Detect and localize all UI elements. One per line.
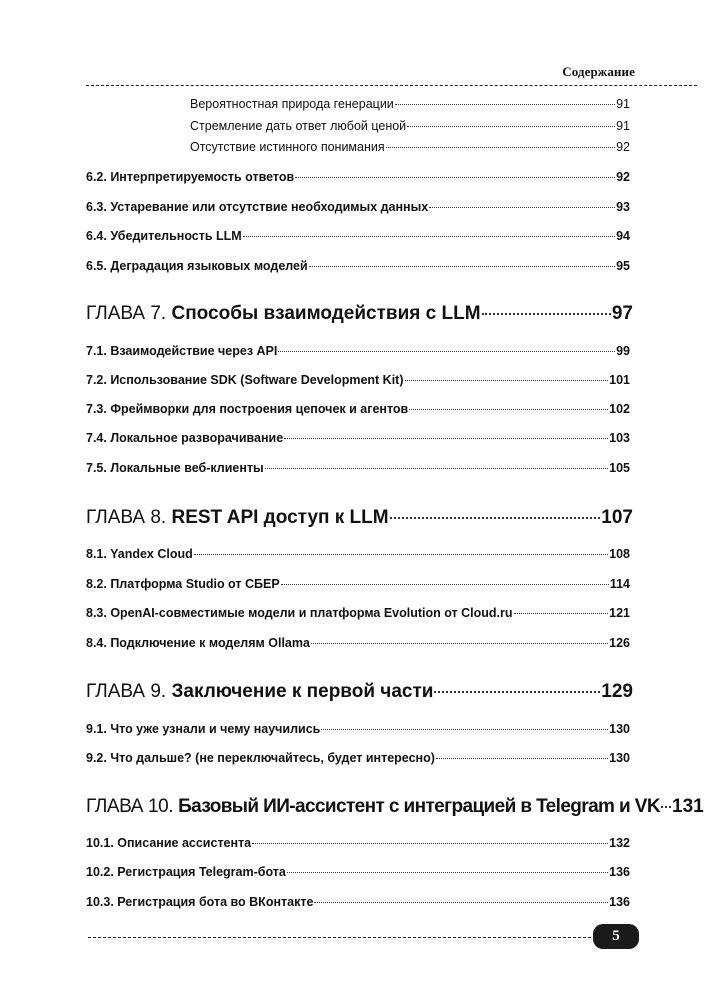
toc-subsection-entry xyxy=(190,140,630,154)
dot-leader xyxy=(436,758,608,759)
toc-page-number: 130 xyxy=(609,751,630,765)
toc-page-number: 121 xyxy=(609,606,630,620)
dot-leader xyxy=(661,806,671,808)
toc-page-number: 132 xyxy=(609,836,630,850)
toc-page-number: 136 xyxy=(609,865,630,879)
dot-leader xyxy=(405,380,609,381)
toc-section-entry xyxy=(86,865,630,879)
dot-leader xyxy=(314,902,608,903)
toc-entry-title: 6.3. Устаревание или отсутствие необходимых данных xyxy=(86,200,429,214)
dot-leader xyxy=(243,236,615,237)
toc-page-number: 131 xyxy=(672,796,704,817)
toc-entry-title: 6.5. Деградация языковых моделей xyxy=(86,259,308,273)
toc-entry-title: Стремление дать ответ любой ценой xyxy=(190,119,407,133)
toc-entry-title: 9.1. Что уже узнали и чему научились xyxy=(86,722,321,736)
toc-section-entry xyxy=(86,547,630,561)
dot-leader xyxy=(281,584,609,585)
toc-section-entry xyxy=(86,402,630,416)
toc-page-number: 103 xyxy=(609,431,630,445)
dot-leader xyxy=(284,438,608,439)
toc-page-number: 136 xyxy=(609,895,630,909)
dot-leader xyxy=(309,266,615,267)
toc-section-entry xyxy=(86,373,630,387)
toc-page-number: 95 xyxy=(616,259,630,273)
toc-page-number: 97 xyxy=(611,303,633,324)
chapter-prefix: ГЛАВА 9. xyxy=(86,681,172,702)
toc-entry-title: 6.4. Убедительность LLM xyxy=(86,229,242,243)
dot-leader xyxy=(482,313,611,315)
toc-subsection-entry xyxy=(190,97,630,111)
toc-section-entry xyxy=(86,722,630,736)
toc-page-number: 91 xyxy=(616,119,630,133)
toc-entry-title: 7.4. Локальное разворачивание xyxy=(86,431,284,445)
toc-page-number: 114 xyxy=(609,577,630,591)
toc-entry-title: 10.1. Описание ассистента xyxy=(86,836,252,850)
toc-entry-title xyxy=(86,303,481,325)
toc-page-number: 129 xyxy=(601,681,633,702)
toc-page-number: 92 xyxy=(616,170,630,184)
toc-entry-title: 8.2. Платформа Studio от СБЕР xyxy=(86,577,280,591)
toc-entry-title xyxy=(86,507,389,529)
toc-page-number: 92 xyxy=(616,140,630,154)
toc-page-number: 94 xyxy=(616,229,630,243)
toc-page-number: 126 xyxy=(609,636,630,650)
toc-section-entry xyxy=(86,344,630,358)
toc-section-entry xyxy=(86,170,630,184)
toc-chapter-entry xyxy=(86,303,633,325)
toc-section-entry xyxy=(86,229,630,243)
dot-leader xyxy=(390,517,601,519)
toc-entry-title: 7.3. Фреймворки для построения цепочек и агентов xyxy=(86,402,409,416)
toc-page-number: 101 xyxy=(609,373,630,387)
toc-section-entry xyxy=(86,461,630,475)
toc-page-number: 91 xyxy=(616,97,630,111)
toc-section-entry xyxy=(86,636,630,650)
toc-entry-title xyxy=(86,681,433,703)
toc-page-number: 108 xyxy=(609,547,630,561)
dot-leader xyxy=(295,177,615,178)
bottom-dashed-rule xyxy=(88,937,596,938)
dot-leader xyxy=(311,643,608,644)
toc-chapter-entry xyxy=(86,796,704,818)
dot-leader xyxy=(409,409,608,410)
toc-entry-title: 10.2. Регистрация Telegram-бота xyxy=(86,865,286,879)
dot-leader xyxy=(429,207,615,208)
dot-leader xyxy=(194,554,608,555)
dot-leader xyxy=(407,126,615,127)
chapter-prefix: ГЛАВА 10. xyxy=(86,796,179,817)
chapter-title: Заключение к первой части xyxy=(171,681,434,702)
toc-page-number: 99 xyxy=(616,344,630,358)
dot-leader xyxy=(514,613,609,614)
toc-subsection-entry xyxy=(190,119,630,133)
toc-entry-title: Отсутствие истинного понимания xyxy=(190,140,385,154)
toc-page-number: 105 xyxy=(609,461,630,475)
toc-chapter-entry xyxy=(86,507,633,529)
dot-leader xyxy=(395,104,615,105)
page-number-badge: 5 xyxy=(593,924,639,949)
toc-section-entry xyxy=(86,259,630,273)
chapter-title: Способы взаимодействия с LLM xyxy=(171,303,481,324)
toc-page-number: 93 xyxy=(616,200,630,214)
toc-entry-title: 8.4. Подключение к моделям Ollama xyxy=(86,636,310,650)
toc-entry-title: 8.3. OpenAI-совместимые модели и платформа Evolution от Cloud.ru xyxy=(86,606,513,620)
toc-section-entry xyxy=(86,836,630,850)
chapter-prefix: ГЛАВА 7. xyxy=(86,303,172,324)
toc-page-number: 102 xyxy=(609,402,630,416)
toc-section-entry xyxy=(86,895,630,909)
toc-entry-title: 10.3. Регистрация бота во ВКонтакте xyxy=(86,895,314,909)
toc-entry-title: 7.1. Взаимодействие через API xyxy=(86,344,278,358)
toc-page-number: 107 xyxy=(601,507,633,528)
toc-entry-title: 6.2. Интерпретируемость ответов xyxy=(86,170,295,184)
toc-section-entry xyxy=(86,200,630,214)
toc-section-entry xyxy=(86,431,630,445)
toc-entry-title: 7.2. Использование SDK (Software Development Kit) xyxy=(86,373,404,387)
running-head: Содержание xyxy=(562,64,635,79)
dot-leader xyxy=(265,468,608,469)
toc-entry-title: 9.2. Что дальше? (не переключайтесь, будет интересно) xyxy=(86,751,435,765)
toc-section-entry xyxy=(86,606,630,620)
dot-leader xyxy=(278,351,615,352)
chapter-prefix: ГЛАВА 8. xyxy=(86,507,172,528)
dot-leader xyxy=(287,872,608,873)
top-dashed-rule xyxy=(86,85,697,86)
toc-entry-title: 8.1. Yandex Cloud xyxy=(86,547,193,561)
toc-section-entry xyxy=(86,751,630,765)
toc-page-number: 130 xyxy=(609,722,630,736)
toc-entry-title: 7.5. Локальные веб-клиенты xyxy=(86,461,264,475)
toc-chapter-entry xyxy=(86,681,633,703)
dot-leader xyxy=(321,729,608,730)
dot-leader xyxy=(386,147,615,148)
dot-leader xyxy=(252,843,608,844)
chapter-title: REST API доступ к LLM xyxy=(171,507,389,528)
dot-leader xyxy=(434,691,600,693)
toc-section-entry xyxy=(86,577,630,591)
toc-entry-title: Вероятностная природа генерации xyxy=(190,97,394,111)
toc-entry-title xyxy=(86,796,660,818)
chapter-title: Базовый ИИ-ассистент с интеграцией в Telegram и VK xyxy=(178,796,660,817)
